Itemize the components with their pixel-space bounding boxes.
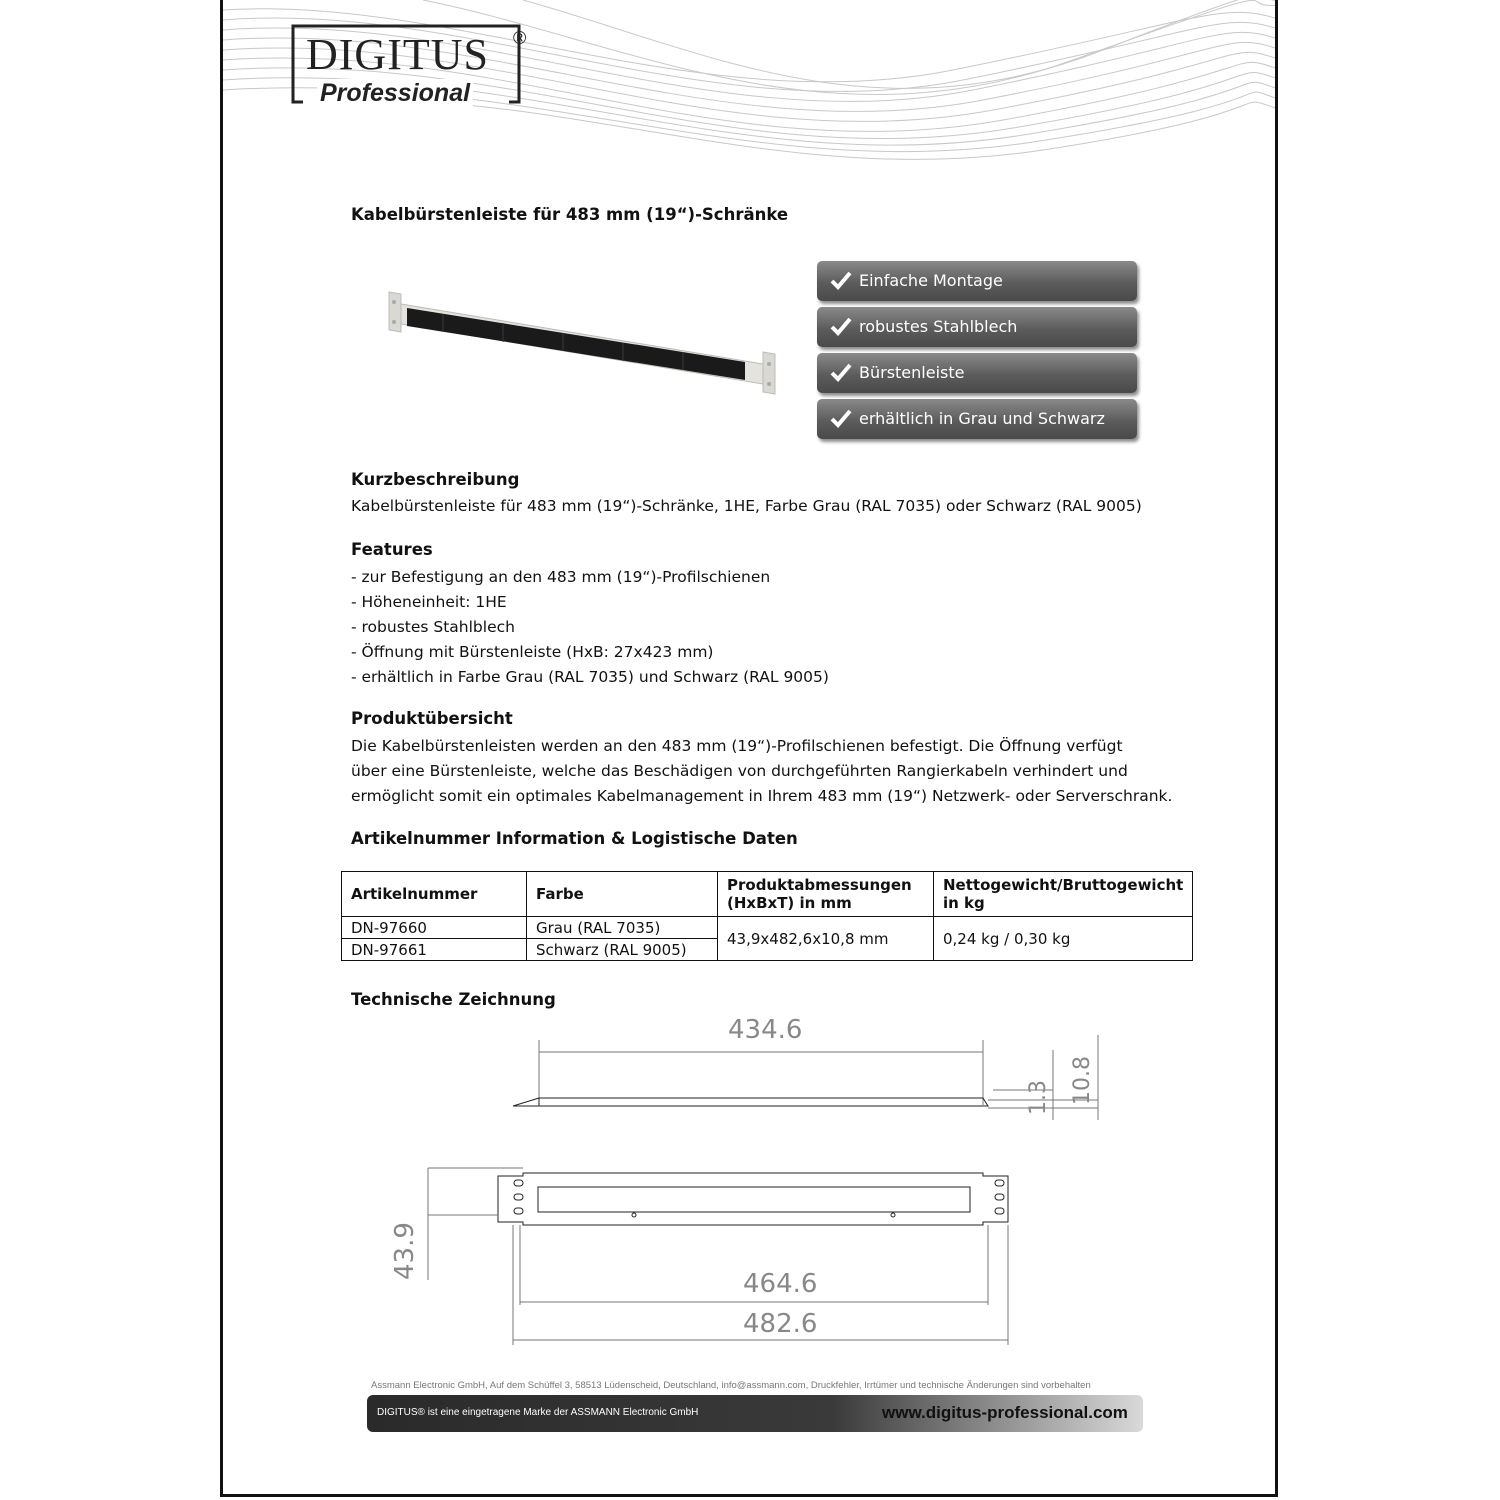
overview-heading: Produktübersicht [351, 709, 513, 728]
feature-item: - Öffnung mit Bürstenleiste (HxB: 27x423 mm) [351, 643, 714, 661]
dim-inner: 464.6 [743, 1269, 818, 1299]
highlight-list [817, 261, 1137, 445]
highlight-item [817, 307, 1137, 347]
dim-flange: 1.3 [1026, 1080, 1051, 1115]
col-gewicht-line2: in kg [943, 894, 985, 912]
footer-trademark: DIGITUS® ist eine eingetragene Marke der ASSMANN Electronic GmbH [377, 1407, 699, 1418]
feature-item: - Höheneinheit: 1HE [351, 593, 507, 611]
logistics-table [341, 871, 1193, 961]
footer-url[interactable]: www.digitus-professional.com [882, 1403, 1128, 1422]
kurz-text: Kabelbürstenleiste für 483 mm (19“)-Schränke, 1HE, Farbe Grau (RAL 7035) oder Schwarz (RAL 9005) [351, 497, 1142, 515]
col-masse-line2: (HxBxT) in mm [727, 894, 852, 912]
check-icon [829, 268, 853, 292]
dim-depth: 10.8 [1070, 1056, 1095, 1105]
feature-item: - erhältlich in Farbe Grau (RAL 7035) und Schwarz (RAL 9005) [351, 668, 829, 686]
cell-farbe: Schwarz (RAL 9005) [527, 939, 718, 961]
logo-registered-mark: ® [513, 28, 527, 48]
col-gewicht-line1: Nettogewicht/Bruttogewicht [943, 876, 1184, 894]
technical-drawing [373, 1010, 1113, 1360]
overview-line: ermöglicht somit ein optimales Kabelmanagement in Ihrem 483 mm (19“) Netzwerk- oder Serverschrank. [351, 787, 1173, 805]
col-farbe: Farbe [527, 872, 718, 917]
dim-outer: 482.6 [743, 1309, 818, 1339]
footer-bar [367, 1395, 1143, 1432]
highlight-label: erhältlich in Grau und Schwarz [859, 409, 1105, 428]
document-title: Kabelbürstenleiste für 483 mm (19“)-Schränke [351, 205, 789, 224]
highlight-label: robustes Stahlblech [859, 317, 1018, 336]
logo-sub-text: Professional [317, 79, 473, 108]
check-icon [829, 314, 853, 338]
cell-dimensions: 43,9x482,6x10,8 mm [718, 917, 934, 961]
features-list [351, 565, 829, 690]
check-icon [829, 360, 853, 384]
highlight-item [817, 353, 1137, 393]
features-heading: Features [351, 540, 433, 559]
feature-item: - robustes Stahlblech [351, 618, 515, 636]
col-masse-line1: Produktabmessungen [727, 876, 912, 894]
col-artikel: Artikelnummer [342, 872, 527, 917]
dim-height: 43.9 [390, 1222, 420, 1280]
highlight-item [817, 399, 1137, 439]
cell-artikel: DN-97660 [342, 917, 527, 939]
cell-artikel: DN-97661 [342, 939, 527, 961]
col-gewicht [934, 872, 1193, 917]
highlight-label: Einfache Montage [859, 271, 1003, 290]
overview-line: Die Kabelbürstenleisten werden an den 483 mm (19“)-Profilschienen befestigt. Die Öffnung verfügt [351, 737, 1123, 755]
highlight-item [817, 261, 1137, 301]
drawing-heading: Technische Zeichnung [351, 990, 556, 1009]
check-icon [829, 406, 853, 430]
table-row [342, 917, 1193, 939]
datasheet-page [220, 0, 1278, 1497]
cell-farbe: Grau (RAL 7035) [527, 917, 718, 939]
product-photo [383, 290, 793, 400]
table-header-row [342, 872, 1193, 917]
logistics-heading: Artikelnummer Information & Logistische Daten [351, 829, 798, 848]
overview-line: über eine Bürstenleiste, welche das Beschädigen von durchgeführten Rangierkabeln verhindert und [351, 762, 1128, 780]
dim-top-length: 434.6 [728, 1015, 803, 1045]
kurz-heading: Kurzbeschreibung [351, 470, 520, 489]
cell-weight: 0,24 kg / 0,30 kg [934, 917, 1193, 961]
overview-text [351, 734, 1172, 809]
col-masse [718, 872, 934, 917]
feature-item: - zur Befestigung an den 483 mm (19“)-Profilschienen [351, 568, 771, 586]
digitus-logo [291, 24, 527, 108]
logo-brand-text: DIGITUS [306, 30, 489, 79]
highlight-label: Bürstenleiste [859, 363, 965, 382]
footer-legal: Assmann Electronic GmbH, Auf dem Schüffel 3, 58513 Lüdenscheid, Deutschland, info@assmann.com, Druckfehler, Irrtümer und technische Änderungen sind vorbehalten [371, 1380, 1091, 1391]
